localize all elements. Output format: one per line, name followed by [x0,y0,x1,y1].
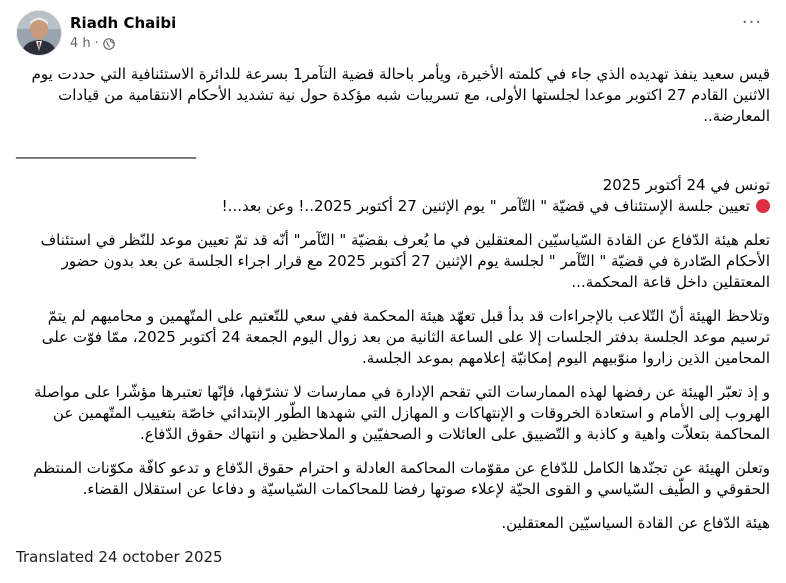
post-intro: قيس سعيد ينفذ تهديده الذي جاء في كلمته الأخيرة، ويأمر باحالة قضية التآمر1 بسرعة للدائرة الاستئنافية التي حددت يوم الاثنين القادم 27 اكتوبر موعدا لجلستها الأولى، مع تسريبات شبه مؤكدة حول نية تشديد الأحكام الانتقامية من قيادات المعارضة.. [31,65,770,125]
text-divider: ________________________ [16,141,196,159]
post-time[interactable]: 4 h [70,36,91,51]
avatar-photo-icon [17,11,61,55]
post-paragraph-3: و إذ تعبّر الهيئة عن رفضها لهذه الممارسات التي تقحم الإدارة في ممارسات لا تشرّفها، فإنّها تعتبرها مؤشّرا على مواصلة الهروب إلى الأمام و استعادة الخروقات و الإنتهاكات و المهازل التي شهدها الطّور الإبتدائي خاصّة بتغييب المتّهمين عن المحاكمة بتعلاّت واهية و كاذبة و التّضييق على العائلات و الصحفيّين و الملاحظين و انتهاك حقوق الدّفاع. [33,383,770,443]
avatar[interactable] [16,10,62,56]
red-circle-icon [756,199,770,213]
post-header [16,10,770,58]
more-options-button[interactable]: ··· [741,12,763,33]
post-paragraph-2: وتلاحظ الهيئة أنّ التّلاعب بالإجراءات قد بدأ قبل تعهّد هيئة المحكمة ففي سعي للتّعتيم على المتّهمين و محاميهم لم يتمّ ترسيم موعد الجلسة بدفتر الجلسات إلا على الساعة الثانية من بعد زوال اليوم الجمعة 24 أكتوبر 2025، ممّا فوّت على المحامين الذين زاروا منوّبيهم اليوم إمكانيّة إعلامهم بموعد الجلسة. [41,307,770,367]
globe-icon [103,38,115,50]
post-meta [70,36,115,52]
post-date-line: تونس في 24 أكتوبر 2025 [602,176,770,194]
post-paragraph-4: وتعلن الهيئة عن تجنّدها الكامل للدّفاع عن مقوّمات المحاكمة العادلة و احترام حقوق الدّفاع و تدعو كافّة مكوّنات المنتظم الحقوقي و الطّيف السّياسي و القوى الحيّة لإعلاء صوتها رفضا للمحاكمات السّياسيّة و دفاعا عن استقلال القضاء. [33,459,770,498]
post-cutoff-line: Translated 24 october 2025 [16,548,223,566]
post-signature: هيئة الدّفاع عن القادة السياسيّين المعتقلين. [501,514,770,532]
meta-separator: · [94,36,99,51]
author-name[interactable]: Riadh Chaibi [70,14,177,32]
post-body [16,64,770,581]
post-headline-text: تعيين جلسة الإستئناف في قضيّة " التّآمر " يوم الإثنين 27 أكتوبر 2025..! وعن بعد...! [221,197,750,215]
post-headline [16,196,770,217]
post-paragraph-1: تعلم هيئة الدّفاع عن القادة السّياسيّين المعتقلين في ما يُعرف بقضيّة " التّآمر" أنّه قد تمّ تعيين موعد للنّظر في استئناف الأحكام الصّادرة في قضيّة " التّآمر " لجلسة يوم الإثنين 27 أكتوبر 2025 مع قرار اجراء الجلسة عن بعد بدون حضور المعتقلين داخل قاعة المحكمة... [40,231,770,291]
